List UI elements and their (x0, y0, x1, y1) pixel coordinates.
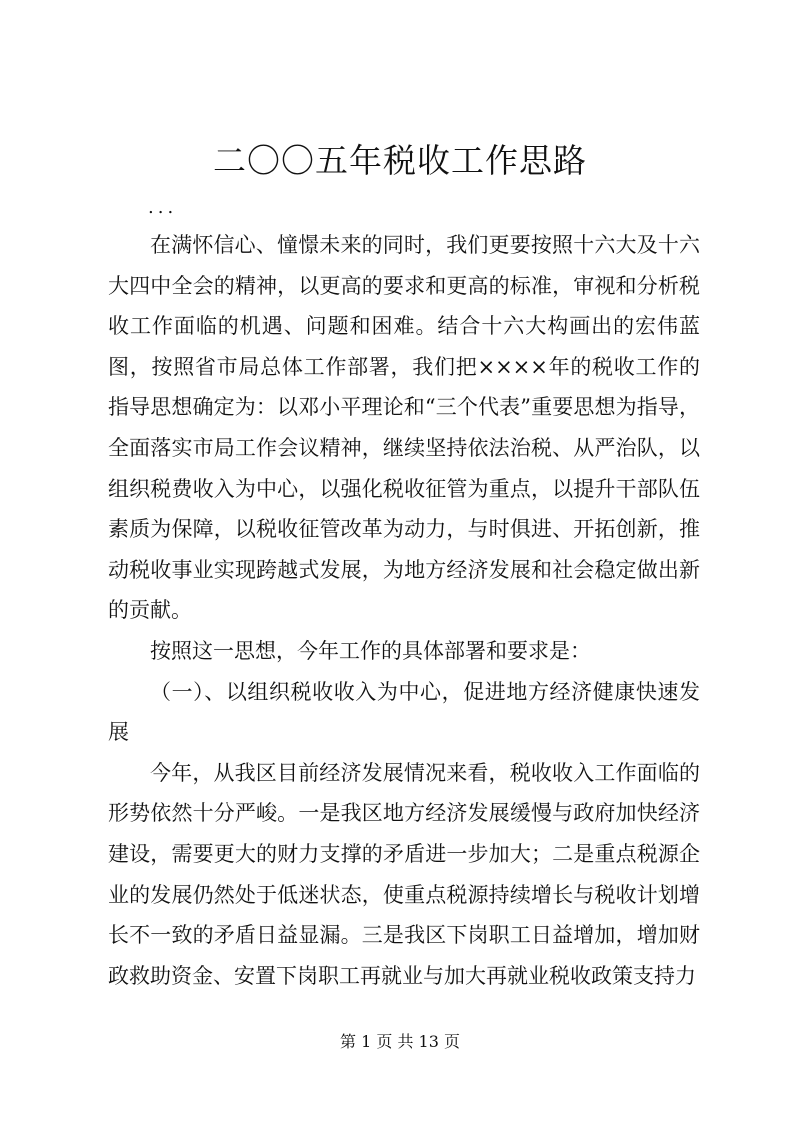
section-heading-1: （一）、以组织税收收入为中心，促进地方经济健康快速发展 (108, 679, 700, 745)
paragraph-deployment-intro: 按照这一思想，今年工作的具体部署和要求是： (150, 638, 591, 663)
ellipsis-mark: ... (148, 197, 178, 218)
paragraph-situation: 今年，从我区目前经济发展情况来看，税收收入工作面临的形势依然十分严峻。一是我区地方经济发展缓慢与政府加快经济建设，需要更大的财力支撑的矛盾进一步加大；二是重点税源企业的发展仍然处于低迷状态，使重点税源持续增长与税收计划增长不一致的矛盾日益显漏。三是我区下岗职工日益增加，增加财政救助资金、安置下岗职工再就业与加大再就业税收政策支持力 (108, 760, 700, 988)
page-footer: 第 1 页 共 13 页 (340, 1032, 460, 1051)
document-title: 二〇〇五年税收工作思路 (213, 141, 587, 180)
paragraph-guiding-thought: 在满怀信心、憧憬未来的同时，我们更要按照十六大及十六大四中全会的精神，以更高的要求和更高的标准，审视和分析税收工作面临的机遇、问题和困难。结合十六大构画出的宏伟蓝图，按照省市局总体工作部署，我们把××××年的税收工作的指导思想确定为：以邓小平理论和“三个代表”重要思想为指导，全面落实市局工作会议精神，继续坚持依法治税、从严治队，以组织税费收入为中心，以强化税收征管为重点，以提升干部队伍素质为保障，以税收征管改革为动力，与时俱进、开拓创新，推动税收事业实现跨越式发展，为地方经济发展和社会稳定做出新的贡献。 (108, 233, 700, 623)
document-body (108, 225, 700, 996)
